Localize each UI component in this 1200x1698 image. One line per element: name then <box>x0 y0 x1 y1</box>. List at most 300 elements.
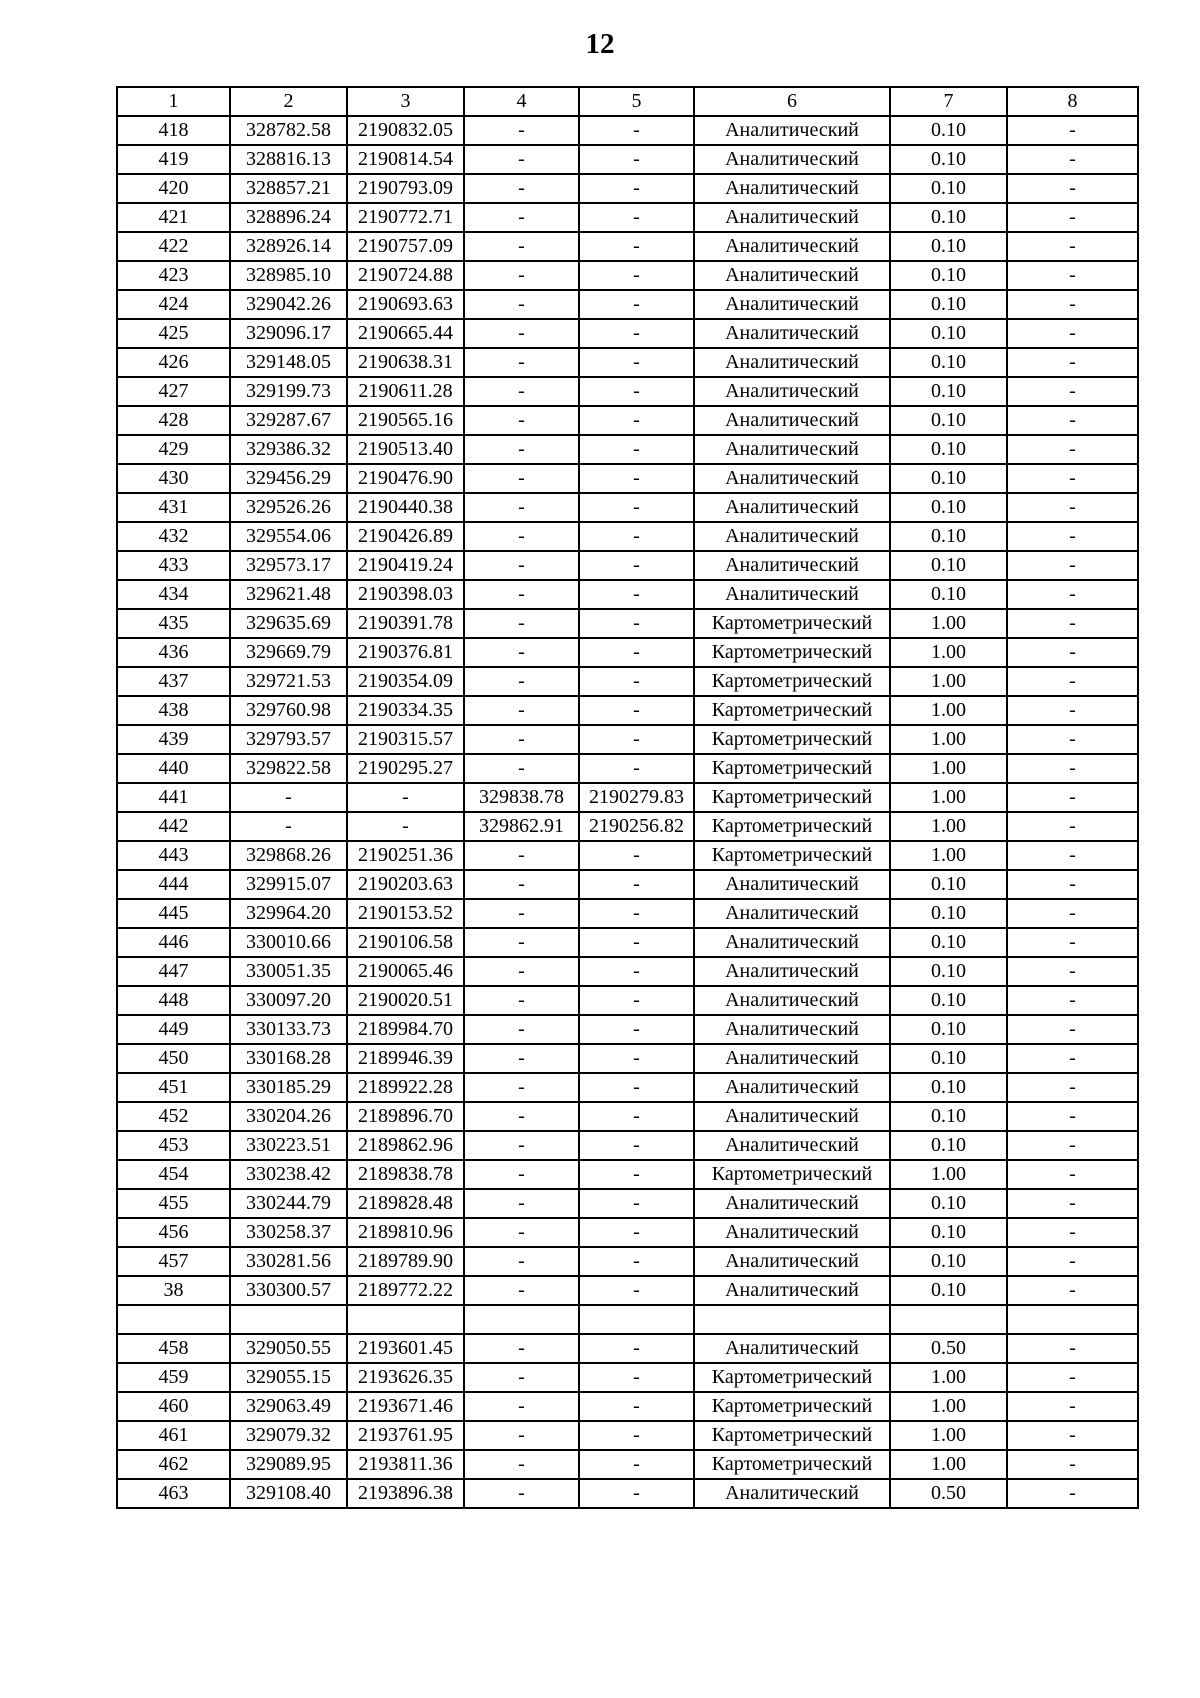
table-cell: - <box>579 696 694 725</box>
table-cell: 0.10 <box>890 261 1007 290</box>
table-cell: - <box>1007 1160 1138 1189</box>
table-cell <box>464 1305 579 1334</box>
table-cell: - <box>1007 609 1138 638</box>
table-cell: 2193626.35 <box>347 1363 464 1392</box>
page-number: 12 <box>585 28 615 60</box>
table-cell: - <box>464 899 579 928</box>
table-cell: - <box>1007 174 1138 203</box>
table-cell: Аналитический <box>694 1131 890 1160</box>
table-cell: - <box>464 1276 579 1305</box>
table-cell: 330204.26 <box>230 1102 347 1131</box>
table-cell: 0.10 <box>890 986 1007 1015</box>
table-cell: 446 <box>117 928 230 957</box>
table-cell: 2190793.09 <box>347 174 464 203</box>
table-cell: 328857.21 <box>230 174 347 203</box>
table-cell: 2190376.81 <box>347 638 464 667</box>
table-cell: 329108.40 <box>230 1479 347 1508</box>
table-cell: 426 <box>117 348 230 377</box>
table-cell: 0.10 <box>890 1218 1007 1247</box>
table-cell: - <box>464 1160 579 1189</box>
table-cell: - <box>579 174 694 203</box>
table-row <box>117 1334 1138 1363</box>
table-cell: 0.10 <box>890 1276 1007 1305</box>
table-cell: - <box>464 174 579 203</box>
table-cell: - <box>1007 406 1138 435</box>
table-cell: Аналитический <box>694 899 890 928</box>
table-cell: 2190832.05 <box>347 116 464 145</box>
table-cell: 419 <box>117 145 230 174</box>
table-cell: - <box>579 1276 694 1305</box>
table-cell: - <box>1007 783 1138 812</box>
table-cell: 2190354.09 <box>347 667 464 696</box>
table-cell: 1.00 <box>890 1421 1007 1450</box>
table-cell: Аналитический <box>694 1334 890 1363</box>
table-cell: - <box>464 261 579 290</box>
table-cell: - <box>464 1015 579 1044</box>
table-cell: 437 <box>117 667 230 696</box>
table-cell: 435 <box>117 609 230 638</box>
table-cell: 459 <box>117 1363 230 1392</box>
table-cell: Аналитический <box>694 522 890 551</box>
table-cell: 329148.05 <box>230 348 347 377</box>
table-row <box>117 1363 1138 1392</box>
table-cell: - <box>464 232 579 261</box>
table-cell: - <box>464 667 579 696</box>
table-cell: 329669.79 <box>230 638 347 667</box>
table-cell: - <box>579 1073 694 1102</box>
table-cell: - <box>464 580 579 609</box>
table-cell: - <box>347 812 464 841</box>
table-cell: - <box>464 841 579 870</box>
table-cell: - <box>1007 667 1138 696</box>
table-cell: Аналитический <box>694 319 890 348</box>
table-cell: 0.10 <box>890 145 1007 174</box>
table-cell: - <box>1007 290 1138 319</box>
table-cell: 0.10 <box>890 232 1007 261</box>
table-cell: 2193811.36 <box>347 1450 464 1479</box>
table-cell: Аналитический <box>694 435 890 464</box>
table-cell: - <box>1007 1073 1138 1102</box>
table-cell: 2189810.96 <box>347 1218 464 1247</box>
table-cell: 460 <box>117 1392 230 1421</box>
table-cell: - <box>579 1131 694 1160</box>
table-cell: 329793.57 <box>230 725 347 754</box>
table-row <box>117 928 1138 957</box>
table-cell: - <box>579 1189 694 1218</box>
table-cell: - <box>579 232 694 261</box>
table-cell: Аналитический <box>694 986 890 1015</box>
table-cell: - <box>1007 551 1138 580</box>
table-cell: 0.10 <box>890 348 1007 377</box>
table-cell: - <box>1007 1276 1138 1305</box>
table-row <box>117 1131 1138 1160</box>
table-cell: 423 <box>117 261 230 290</box>
table-cell: Картометрический <box>694 725 890 754</box>
table-cell: 2190611.28 <box>347 377 464 406</box>
table-cell: - <box>1007 696 1138 725</box>
table-cell: 0.10 <box>890 522 1007 551</box>
table-cell: - <box>1007 1479 1138 1508</box>
table-cell: 2190334.35 <box>347 696 464 725</box>
table-cell: - <box>464 406 579 435</box>
table-row <box>117 696 1138 725</box>
table-cell: 438 <box>117 696 230 725</box>
table-cell: 2190020.51 <box>347 986 464 1015</box>
table-cell: 0.10 <box>890 1102 1007 1131</box>
table-cell: - <box>464 609 579 638</box>
table-cell: - <box>1007 232 1138 261</box>
table-cell: - <box>1007 638 1138 667</box>
table-cell: Аналитический <box>694 580 890 609</box>
table-cell: - <box>579 435 694 464</box>
table-cell: 330133.73 <box>230 1015 347 1044</box>
table-row <box>117 1392 1138 1421</box>
table-cell: - <box>1007 319 1138 348</box>
table-cell: - <box>464 1421 579 1450</box>
table-cell: Аналитический <box>694 1015 890 1044</box>
table-row <box>117 1450 1138 1479</box>
table-cell: 1.00 <box>890 1160 1007 1189</box>
table-cell <box>579 1305 694 1334</box>
table-cell: 1.00 <box>890 725 1007 754</box>
table-cell: - <box>579 1102 694 1131</box>
table-row <box>117 551 1138 580</box>
table-row <box>117 1044 1138 1073</box>
table-cell: 454 <box>117 1160 230 1189</box>
table-cell: 330051.35 <box>230 957 347 986</box>
table-cell: - <box>579 1363 694 1392</box>
table-cell: - <box>464 203 579 232</box>
table-cell: Картометрический <box>694 1160 890 1189</box>
table-cell: 1.00 <box>890 638 1007 667</box>
table-cell: - <box>464 1102 579 1131</box>
table-cell: 420 <box>117 174 230 203</box>
table-cell: - <box>1007 986 1138 1015</box>
table-cell: 329386.32 <box>230 435 347 464</box>
table-row <box>117 174 1138 203</box>
table-cell: - <box>579 957 694 986</box>
table-cell: Аналитический <box>694 1102 890 1131</box>
table-cell: 0.10 <box>890 1015 1007 1044</box>
table-cell: 0.10 <box>890 290 1007 319</box>
table-cell: Аналитический <box>694 377 890 406</box>
table-cell: 2190638.31 <box>347 348 464 377</box>
table-cell: Аналитический <box>694 406 890 435</box>
table-row <box>117 1218 1138 1247</box>
table-cell: Аналитический <box>694 116 890 145</box>
table-cell: - <box>1007 841 1138 870</box>
table-cell: 1.00 <box>890 1450 1007 1479</box>
table-cell: 425 <box>117 319 230 348</box>
table-cell: 329079.32 <box>230 1421 347 1450</box>
table-cell: - <box>1007 1218 1138 1247</box>
table-cell: - <box>579 1392 694 1421</box>
table-row <box>117 290 1138 319</box>
table-cell: - <box>579 1421 694 1450</box>
table-cell: 1.00 <box>890 696 1007 725</box>
table-cell: 1.00 <box>890 1392 1007 1421</box>
table-cell: - <box>464 1131 579 1160</box>
table-cell: Аналитический <box>694 290 890 319</box>
table-cell: 2190665.44 <box>347 319 464 348</box>
table-cell: - <box>464 638 579 667</box>
table-cell: - <box>1007 348 1138 377</box>
table-row <box>117 812 1138 841</box>
table-cell: - <box>464 348 579 377</box>
table-cell: - <box>579 203 694 232</box>
table-cell: 450 <box>117 1044 230 1073</box>
table-cell: - <box>1007 116 1138 145</box>
table-cell: - <box>579 406 694 435</box>
table-cell: 433 <box>117 551 230 580</box>
table-row <box>117 435 1138 464</box>
table-cell: 2189922.28 <box>347 1073 464 1102</box>
table-cell: - <box>1007 1015 1138 1044</box>
table-cell: - <box>464 377 579 406</box>
table-cell: - <box>1007 1450 1138 1479</box>
table-cell: - <box>579 348 694 377</box>
table-cell: 2189828.48 <box>347 1189 464 1218</box>
table-cell: - <box>1007 145 1138 174</box>
table-cell: 1.00 <box>890 667 1007 696</box>
table-row <box>117 1247 1138 1276</box>
table-row <box>117 638 1138 667</box>
table-cell: 436 <box>117 638 230 667</box>
table-cell: 444 <box>117 870 230 899</box>
table-cell: - <box>579 1247 694 1276</box>
table-cell: 2193671.46 <box>347 1392 464 1421</box>
table-row <box>117 493 1138 522</box>
table-cell: 2190476.90 <box>347 464 464 493</box>
table-cell: 330223.51 <box>230 1131 347 1160</box>
table-row <box>117 609 1138 638</box>
table-cell: - <box>579 870 694 899</box>
table-cell: 330168.28 <box>230 1044 347 1073</box>
table-cell: - <box>1007 1102 1138 1131</box>
table-cell: 329526.26 <box>230 493 347 522</box>
table-cell: 329089.95 <box>230 1450 347 1479</box>
table-cell: - <box>1007 522 1138 551</box>
table-cell: - <box>579 841 694 870</box>
table-row <box>117 203 1138 232</box>
table-cell: - <box>464 754 579 783</box>
table-cell: 2189896.70 <box>347 1102 464 1131</box>
table-row <box>117 406 1138 435</box>
table-cell: Аналитический <box>694 551 890 580</box>
table-cell: 424 <box>117 290 230 319</box>
table-row <box>117 1073 1138 1102</box>
table-cell: - <box>579 377 694 406</box>
table-cell: 445 <box>117 899 230 928</box>
table-cell: - <box>464 928 579 957</box>
table-cell: 2190513.40 <box>347 435 464 464</box>
table-cell: Аналитический <box>694 1276 890 1305</box>
table-row <box>117 1479 1138 1508</box>
table-row <box>117 1189 1138 1218</box>
table-cell: - <box>464 725 579 754</box>
table-cell: 2190106.58 <box>347 928 464 957</box>
column-header: 5 <box>579 87 694 116</box>
table-cell: Аналитический <box>694 1044 890 1073</box>
table-cell: 2190279.83 <box>579 783 694 812</box>
table-cell: - <box>579 1334 694 1363</box>
table-cell: - <box>464 290 579 319</box>
table-cell: - <box>464 1479 579 1508</box>
table-cell: 329573.17 <box>230 551 347 580</box>
table-cell: 448 <box>117 986 230 1015</box>
table-cell: - <box>579 1015 694 1044</box>
table-cell: - <box>579 522 694 551</box>
table-row <box>117 667 1138 696</box>
table-cell: 430 <box>117 464 230 493</box>
table-cell: - <box>464 1189 579 1218</box>
table-cell: - <box>1007 957 1138 986</box>
table-cell: Аналитический <box>694 464 890 493</box>
table-cell: - <box>1007 1334 1138 1363</box>
table-cell: - <box>579 493 694 522</box>
column-header: 4 <box>464 87 579 116</box>
table-cell: 1.00 <box>890 783 1007 812</box>
table-cell: 329096.17 <box>230 319 347 348</box>
table-cell: 0.10 <box>890 116 1007 145</box>
table-cell: 461 <box>117 1421 230 1450</box>
table-cell: 1.00 <box>890 812 1007 841</box>
table-cell: 2189984.70 <box>347 1015 464 1044</box>
table-cell: 2189862.96 <box>347 1131 464 1160</box>
table-row <box>117 1305 1138 1334</box>
table-cell: 442 <box>117 812 230 841</box>
table-cell: 330300.57 <box>230 1276 347 1305</box>
table-cell: Аналитический <box>694 261 890 290</box>
table-cell: 2189772.22 <box>347 1276 464 1305</box>
table-row <box>117 348 1138 377</box>
table-cell: - <box>579 290 694 319</box>
column-header: 8 <box>1007 87 1138 116</box>
table-cell: 329868.26 <box>230 841 347 870</box>
table-cell: - <box>464 870 579 899</box>
table-cell: 329456.29 <box>230 464 347 493</box>
table-cell: - <box>464 1450 579 1479</box>
table-row <box>117 580 1138 609</box>
table-cell: - <box>464 1334 579 1363</box>
table-cell: - <box>1007 377 1138 406</box>
table-cell: 328896.24 <box>230 203 347 232</box>
table-row <box>117 841 1138 870</box>
table-cell: Аналитический <box>694 928 890 957</box>
table-row <box>117 1160 1138 1189</box>
table-cell: 2190565.16 <box>347 406 464 435</box>
table-cell: - <box>579 1044 694 1073</box>
table-cell: 0.10 <box>890 870 1007 899</box>
table-cell: 329964.20 <box>230 899 347 928</box>
table-cell: - <box>579 261 694 290</box>
table-cell: - <box>579 725 694 754</box>
table-cell: 422 <box>117 232 230 261</box>
table-cell: 447 <box>117 957 230 986</box>
table-cell: - <box>464 551 579 580</box>
table-cell: 463 <box>117 1479 230 1508</box>
table-cell: - <box>230 783 347 812</box>
table-row <box>117 754 1138 783</box>
table-cell: - <box>1007 261 1138 290</box>
table-cell: 441 <box>117 783 230 812</box>
table-cell: - <box>579 667 694 696</box>
table-row <box>117 232 1138 261</box>
table-cell: - <box>1007 899 1138 928</box>
table-cell: 462 <box>117 1450 230 1479</box>
table-cell: - <box>579 580 694 609</box>
table-cell: Картометрический <box>694 1392 890 1421</box>
table-cell: - <box>347 783 464 812</box>
table-cell: - <box>1007 812 1138 841</box>
table-cell: 1.00 <box>890 754 1007 783</box>
table-cell: 0.10 <box>890 1189 1007 1218</box>
table-cell: 2189946.39 <box>347 1044 464 1073</box>
table-cell: 329063.49 <box>230 1392 347 1421</box>
table-cell: Аналитический <box>694 1218 890 1247</box>
table-cell: 434 <box>117 580 230 609</box>
table-header-row <box>117 87 1138 116</box>
table-cell: - <box>464 986 579 1015</box>
table-cell: Аналитический <box>694 957 890 986</box>
table-cell: 2190693.63 <box>347 290 464 319</box>
table-cell: 329721.53 <box>230 667 347 696</box>
table-cell: 329199.73 <box>230 377 347 406</box>
table-cell <box>890 1305 1007 1334</box>
table-cell: 418 <box>117 116 230 145</box>
table-cell: - <box>1007 725 1138 754</box>
table-cell: 330185.29 <box>230 1073 347 1102</box>
table-cell: Аналитический <box>694 870 890 899</box>
table-row <box>117 1015 1138 1044</box>
table-cell: - <box>579 986 694 1015</box>
table-cell: 329822.58 <box>230 754 347 783</box>
table-cell: 2189838.78 <box>347 1160 464 1189</box>
table-cell: - <box>1007 580 1138 609</box>
table-cell: 0.10 <box>890 174 1007 203</box>
table-cell: - <box>579 319 694 348</box>
table-row <box>117 377 1138 406</box>
table-cell: 329287.67 <box>230 406 347 435</box>
table-cell: 0.10 <box>890 1073 1007 1102</box>
table-cell: 457 <box>117 1247 230 1276</box>
table-row <box>117 464 1138 493</box>
table-cell: - <box>579 551 694 580</box>
table-cell: - <box>1007 435 1138 464</box>
table-row <box>117 986 1138 1015</box>
table-cell: 2190757.09 <box>347 232 464 261</box>
table-cell: 429 <box>117 435 230 464</box>
table-cell: - <box>579 754 694 783</box>
table-cell: 2190065.46 <box>347 957 464 986</box>
table-cell: 328782.58 <box>230 116 347 145</box>
table-cell: 330258.37 <box>230 1218 347 1247</box>
table-cell: - <box>1007 1131 1138 1160</box>
table-cell: - <box>464 1247 579 1276</box>
table-cell: - <box>464 145 579 174</box>
table-cell: 329554.06 <box>230 522 347 551</box>
table-cell: Картометрический <box>694 812 890 841</box>
table-cell <box>347 1305 464 1334</box>
table-cell: - <box>1007 464 1138 493</box>
table-cell: Аналитический <box>694 348 890 377</box>
table-cell: 2190295.27 <box>347 754 464 783</box>
table-cell: Картометрический <box>694 1363 890 1392</box>
table-cell: 0.10 <box>890 899 1007 928</box>
table-cell: - <box>1007 928 1138 957</box>
table-cell: Картометрический <box>694 1421 890 1450</box>
table-cell: - <box>1007 203 1138 232</box>
